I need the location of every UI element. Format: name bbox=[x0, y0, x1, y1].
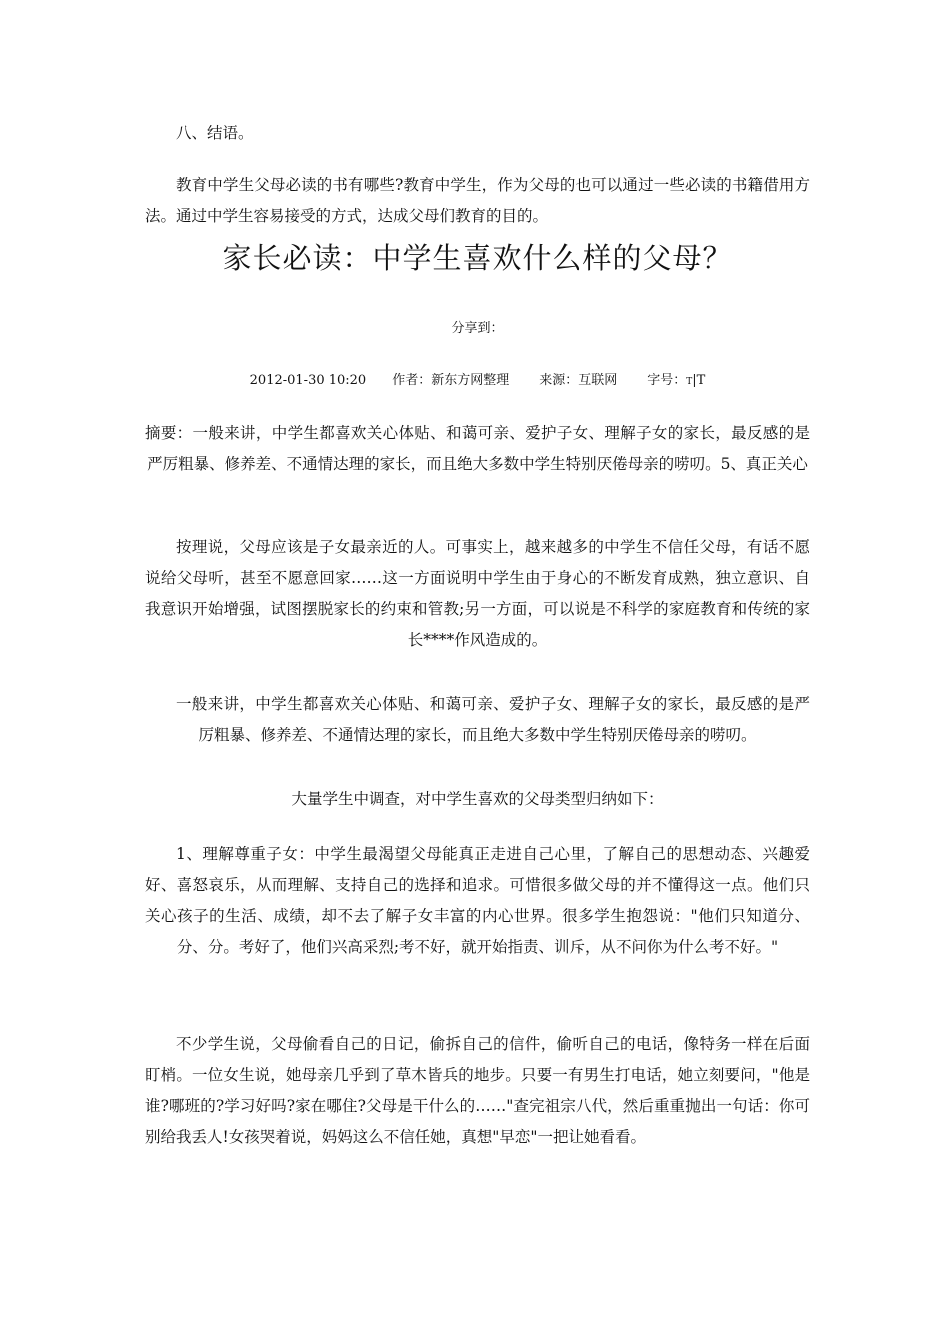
font-size-small-button[interactable]: T bbox=[686, 377, 693, 387]
intro-paragraph: 教育中学生父母必读的书有哪些?教育中学生，作为父母的也可以通过一些必读的书籍借用方法。通过中学生容易接受的方式，达成父母们教育的目的。 bbox=[145, 176, 810, 225]
article-paragraph-2: 一般来讲，中学生都喜欢关心体贴、和蔼可亲、爱护子女、理解子女的家长，最反感的是严厉粗暴、修养差、不通情达理的家长，而且绝大多数中学生特别厌倦母亲的唠叨。 bbox=[176, 695, 810, 744]
article-paragraph-3: 大量学生中调查，对中学生喜欢的父母类型归纳如下： bbox=[291, 790, 664, 808]
article-meta bbox=[145, 370, 810, 393]
section-heading: 八、结语。 bbox=[176, 124, 254, 142]
article-paragraph-4: 1、理解尊重子女：中学生最渴望父母能真正走进自己心里，了解自己的思想动态、兴趣爱好、喜怒哀乐，从而理解、支持自己的选择和追求。可惜很多做父母的并不懂得这一点。他们只关心孩子的生活、成绩，却不去了解子女丰富的内心世界。很多学生抱怨说："他们只知道分、分、分。考好了，他们兴高采烈;考不好，就开始指责、训斥，从不问你为什么考不好。" bbox=[145, 845, 810, 956]
article-paragraph-5: 不少学生说，父母偷看自己的日记，偷拆自己的信件，偷听自己的电话，像特务一样在后面盯梢。一位女生说，她母亲几乎到了草木皆兵的地步。只要一有男生打电话，她立刻要问，"他是谁?哪班的?学习好吗?家在哪住?父母是干什么的……"查完祖宗八代，然后重重抛出一句话：你可别给我丢人!女孩哭着说，妈妈这么不信任她，真想"早恋"一把让她看看。 bbox=[145, 1035, 810, 1146]
font-size-label: 字号： bbox=[647, 373, 687, 388]
share-label[interactable]: 分享到： bbox=[451, 321, 504, 336]
font-size-separator: | bbox=[692, 373, 697, 388]
font-size-large-button[interactable]: T bbox=[696, 373, 706, 388]
publish-datetime: 2012-01-30 10:20 bbox=[249, 373, 367, 388]
article-source: 来源：互联网 bbox=[539, 373, 618, 388]
article-author: 作者：新东方网整理 bbox=[392, 373, 510, 388]
article-title: 家长必读：中学生喜欢什么样的父母？ bbox=[222, 241, 733, 275]
article-paragraph-1: 按理说，父母应该是子女最亲近的人。可事实上，越来越多的中学生不信任父母，有话不愿说给父母听，甚至不愿意回家……这一方面说明中学生由于身心的不断发育成熟，独立意识、自我意识开始增强，试图摆脱家长的约束和管教;另一方面，可以说是不科学的家庭教育和传统的家长****作风造成的。 bbox=[145, 538, 810, 649]
article-summary: 摘要：一般来讲，中学生都喜欢关心体贴、和蔼可亲、爱护子女、理解子女的家长，最反感的是严厉粗暴、修养差、不通情达理的家长，而且绝大多数中学生特别厌倦母亲的唠叨。5、真正关心 bbox=[145, 424, 810, 473]
